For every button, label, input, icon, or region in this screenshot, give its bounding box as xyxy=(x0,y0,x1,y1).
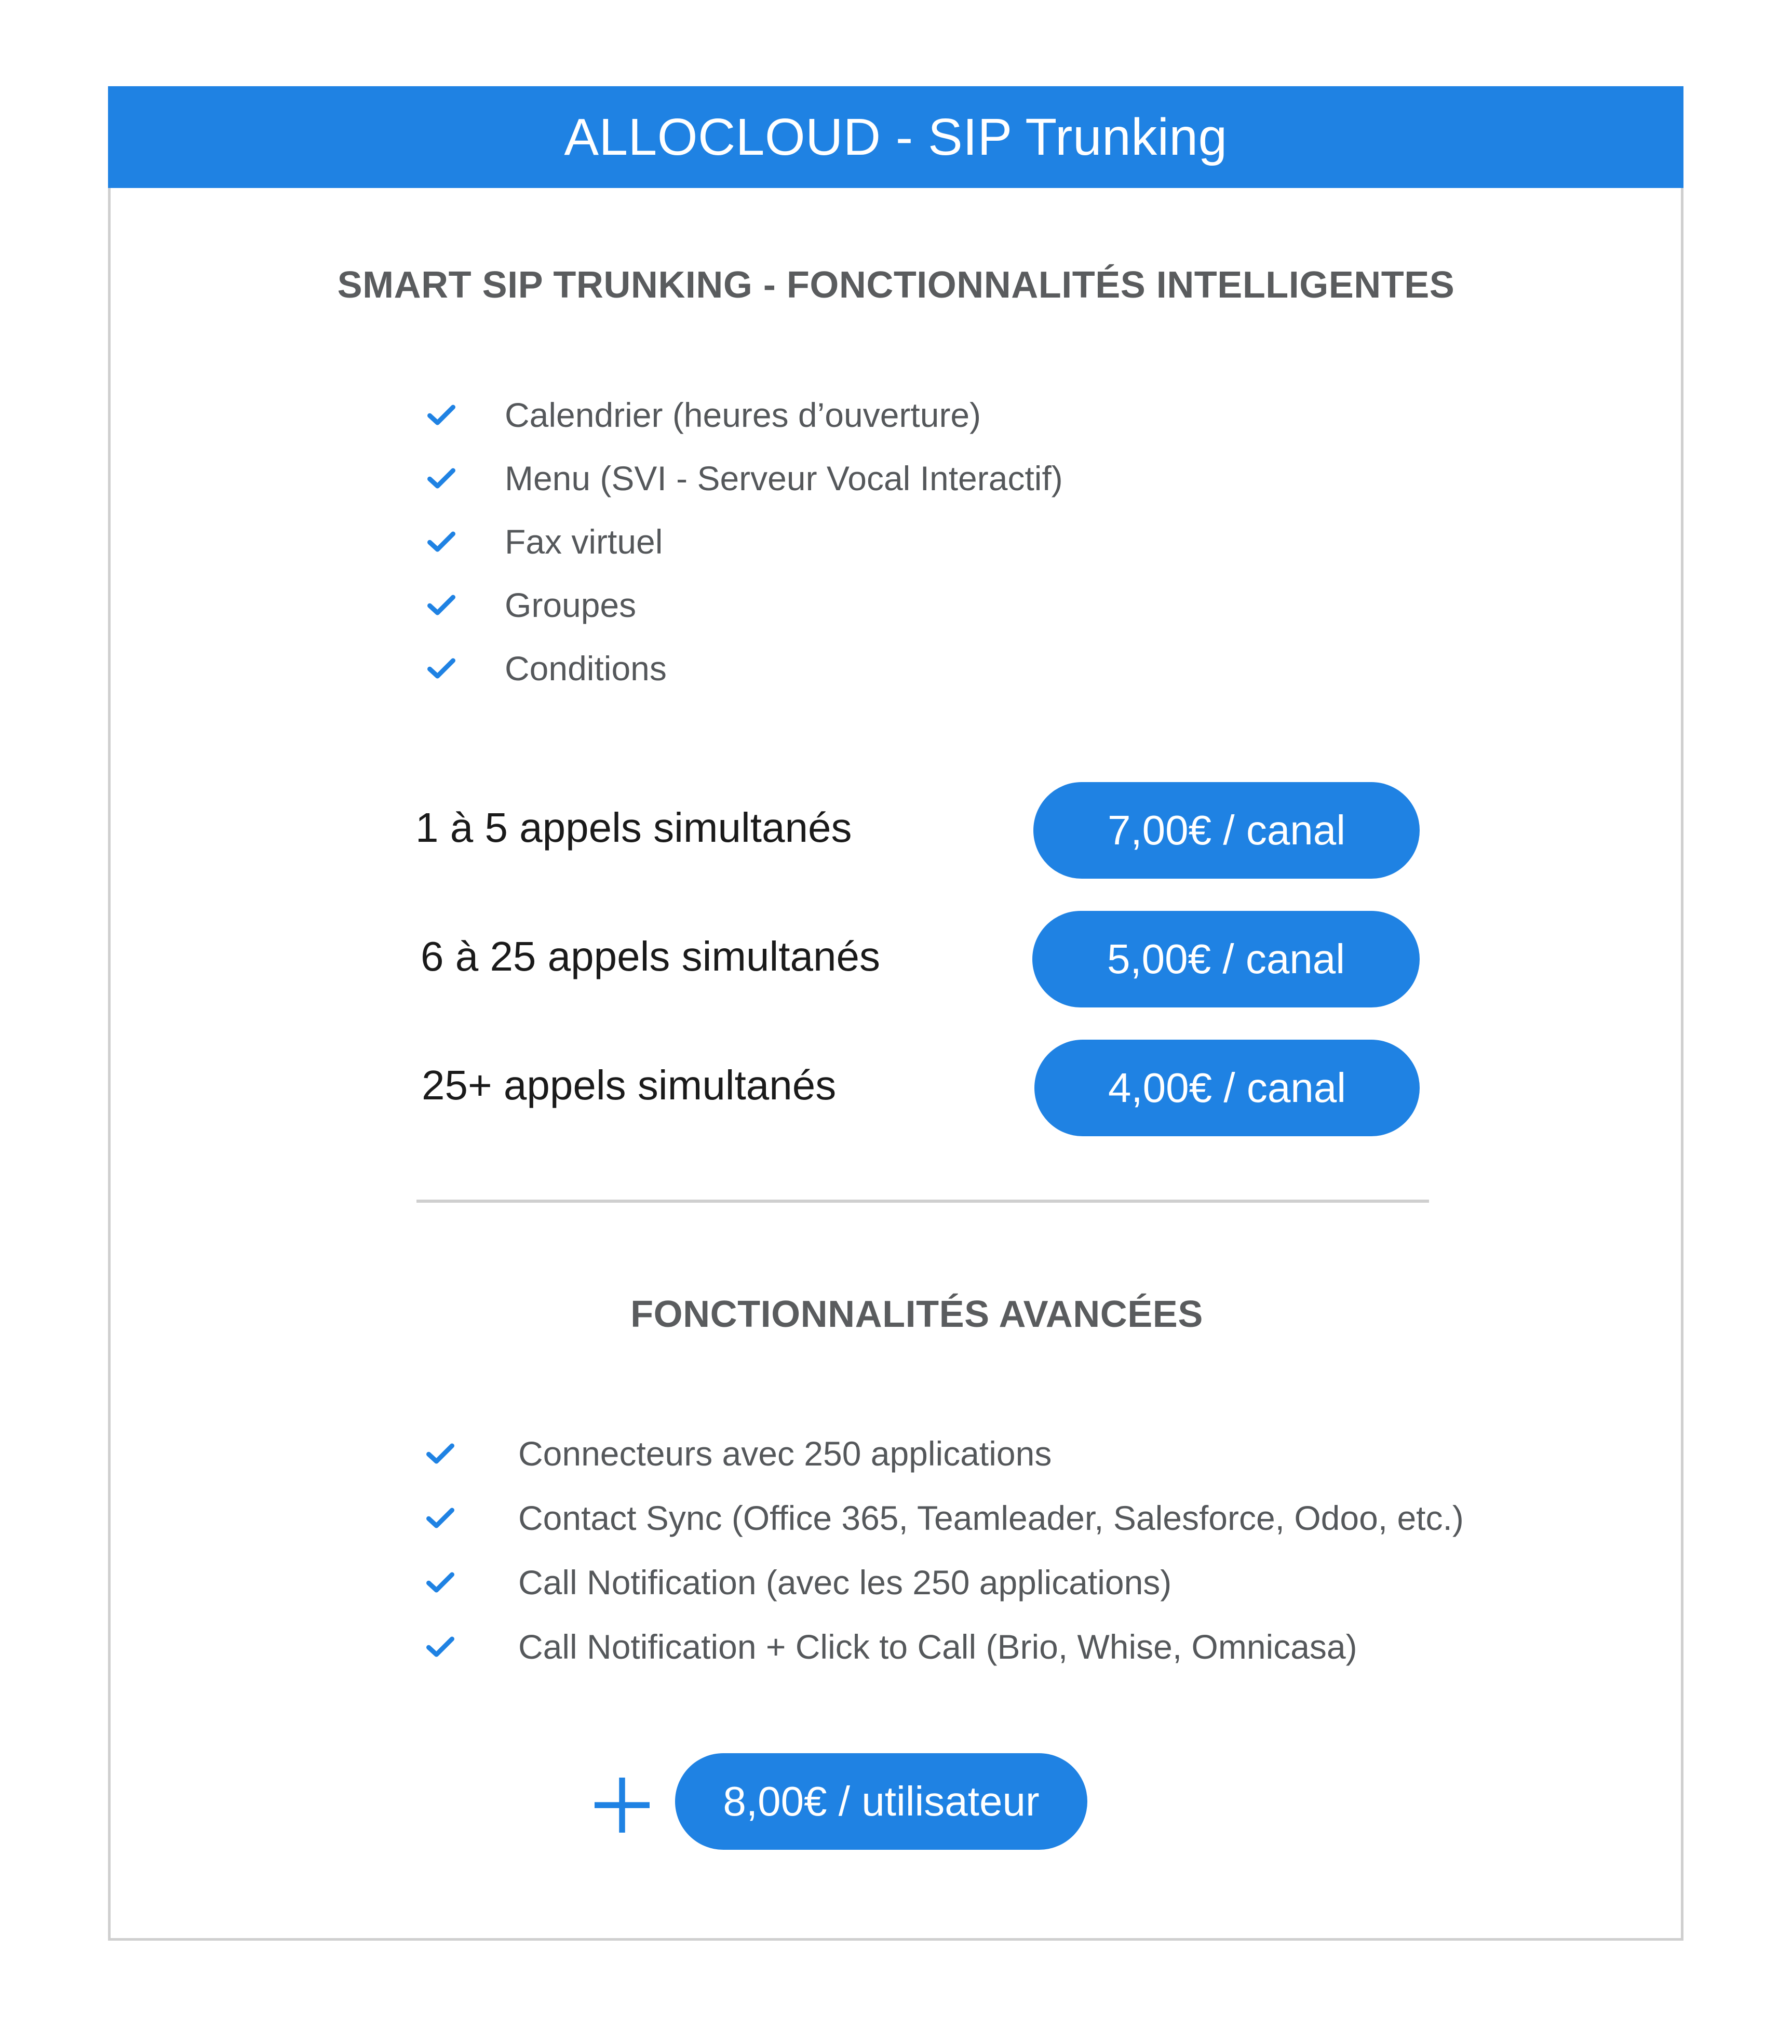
feature-label: Contact Sync (Office 365, Teamleader, Salesforce, Odoo, etc.) xyxy=(518,1499,1464,1537)
plus-icon xyxy=(595,1778,650,1833)
check-icon xyxy=(425,1502,456,1534)
price-pill-1-5[interactable] xyxy=(1033,782,1420,879)
feature-label: Call Notification (avec les 250 applications) xyxy=(518,1563,1172,1602)
price-label: 5,00€ / canal xyxy=(1107,936,1345,982)
check-icon xyxy=(425,1438,456,1469)
tier-label-25-plus: 25+ appels simultanés xyxy=(422,1062,837,1108)
page-title: ALLOCLOUD - SIP Trunking xyxy=(564,107,1228,166)
list-item xyxy=(426,447,1063,510)
feature-label: Connecteurs avec 250 applications xyxy=(518,1434,1052,1473)
section-divider xyxy=(416,1200,1429,1203)
list-item xyxy=(426,637,1063,700)
list-item xyxy=(426,383,1063,447)
advanced-section-title: FONCTIONNALITÉS AVANCÉES xyxy=(630,1294,1203,1335)
list-item xyxy=(425,1421,1464,1486)
check-icon xyxy=(426,399,457,431)
smart-feature-list xyxy=(426,383,1063,700)
check-icon xyxy=(426,463,457,494)
header-banner xyxy=(108,86,1683,188)
list-item xyxy=(426,573,1063,637)
advanced-feature-list xyxy=(425,1421,1464,1679)
check-icon xyxy=(425,1631,456,1662)
tier-label-1-5: 1 à 5 appels simultanés xyxy=(415,804,852,851)
list-item xyxy=(425,1550,1464,1615)
tier-label-6-25: 6 à 25 appels simultanés xyxy=(421,933,880,979)
feature-label: Call Notification + Click to Call (Brio, Whise, Omnicasa) xyxy=(518,1628,1357,1666)
feature-label: Fax virtuel xyxy=(505,522,663,561)
price-label: 8,00€ / utilisateur xyxy=(723,1778,1040,1824)
price-pill-25-plus[interactable] xyxy=(1034,1040,1420,1136)
feature-label: Menu (SVI - Serveur Vocal Interactif) xyxy=(505,459,1063,497)
price-label: 7,00€ / canal xyxy=(1107,807,1346,853)
price-pill-6-25[interactable] xyxy=(1032,911,1420,1007)
feature-label: Groupes xyxy=(505,586,637,624)
addon-price-pill[interactable] xyxy=(675,1753,1087,1850)
check-icon xyxy=(426,589,457,621)
list-item xyxy=(425,1486,1464,1550)
feature-label: Conditions xyxy=(505,649,667,688)
feature-label: Calendrier (heures d’ouverture) xyxy=(505,396,981,434)
check-icon xyxy=(425,1567,456,1598)
check-icon xyxy=(426,526,457,557)
check-icon xyxy=(426,653,457,684)
list-item xyxy=(425,1615,1464,1679)
list-item xyxy=(426,510,1063,573)
price-label: 4,00€ / canal xyxy=(1108,1065,1346,1111)
smart-section-title: SMART SIP TRUNKING - FONCTIONNALITÉS INTELLIGENTES xyxy=(337,264,1455,306)
